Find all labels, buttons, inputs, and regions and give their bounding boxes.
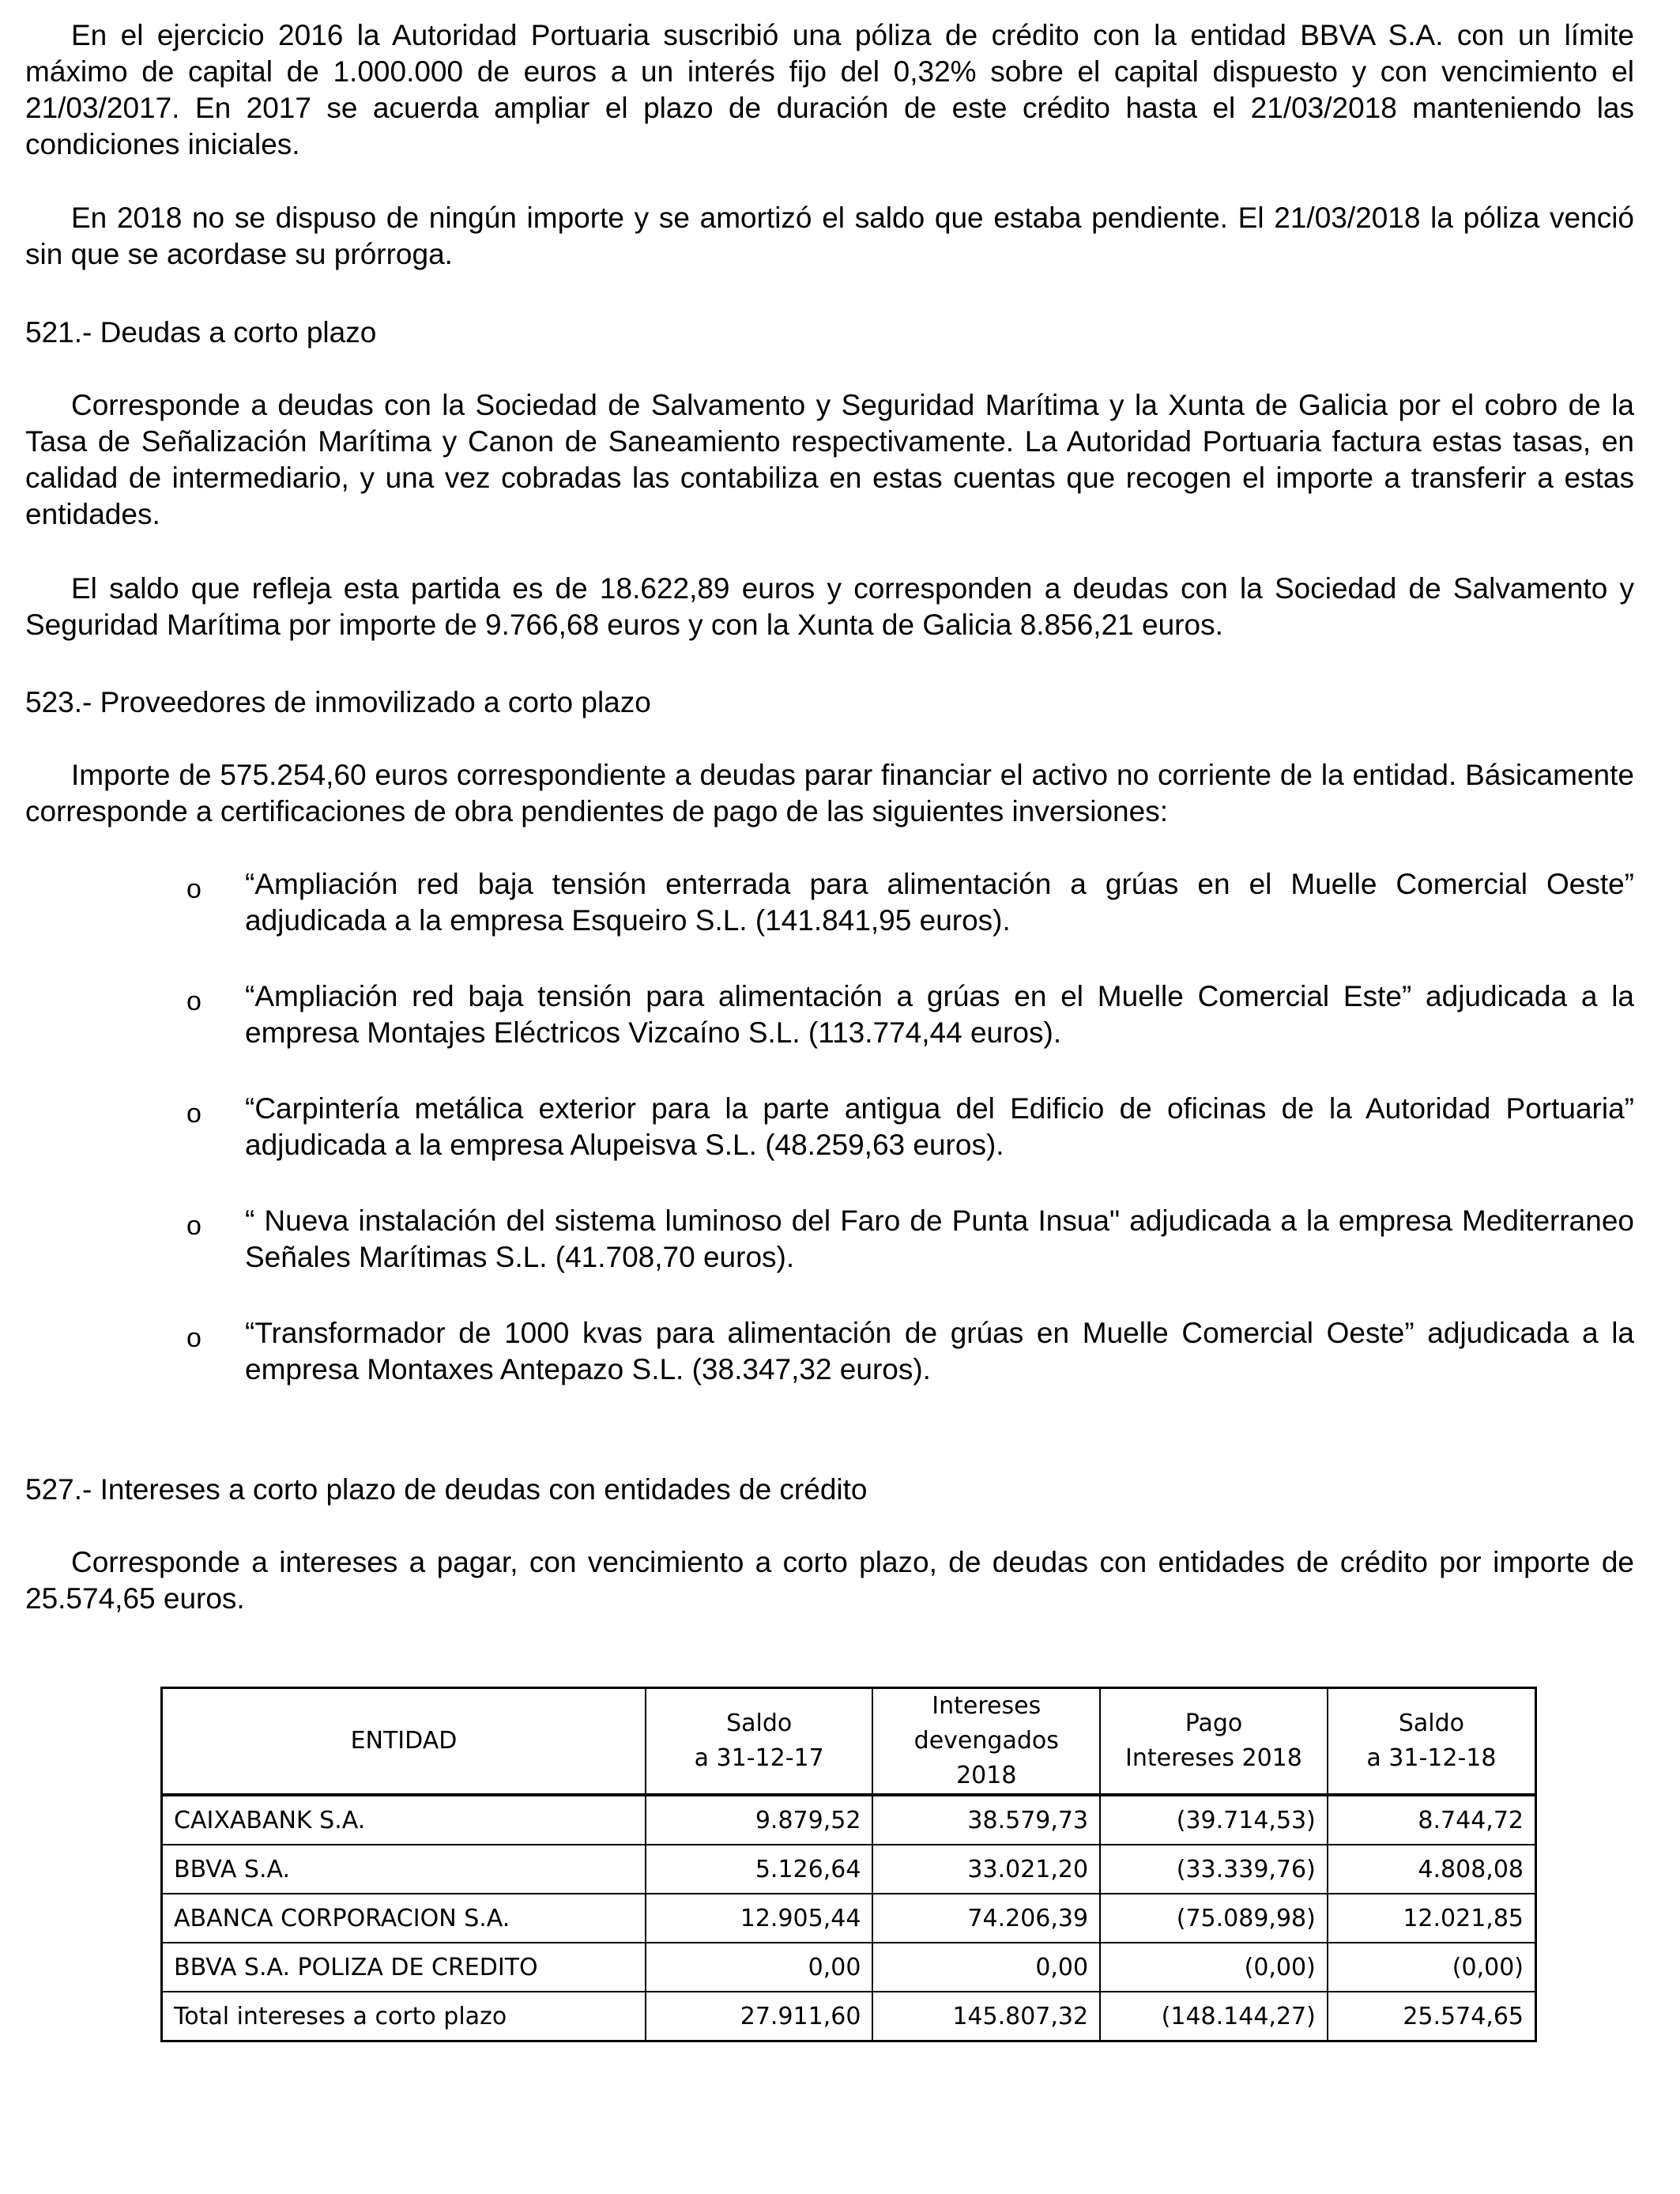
table-cell: BBVA S.A. [162, 1845, 646, 1894]
table-cell: (148.144,27) [1100, 1992, 1328, 2041]
interest-table-container [160, 1687, 1537, 2042]
table-cell: (0,00) [1328, 1943, 1536, 1992]
table-cell: 74.206,39 [872, 1894, 1100, 1943]
list-item: “ Nueva instalación del sistema luminoso del Faro de Punta Insua" adjudicada a la empresa Mediterraneo Señales Marítimas S.L. (41.708,70 euros). [245, 1204, 1634, 1273]
table-header-row [162, 1688, 1536, 1796]
table-cell: 0,00 [872, 1943, 1100, 1992]
paragraph-proveedores-inmovilizado: Importe de 575.254,60 euros correspondiente a deudas parar financiar el activo no corriente de la entidad. Básicamente corresponde a certificaciones de obra pendientes de pago de las siguientes inversiones: [25, 759, 1634, 827]
list-item: “Ampliación red baja tensión enterrada para alimentación a grúas en el Muelle Comercial Oeste” adjudicada a la empresa Esqueiro S.L. (141.841,95 euros). [245, 868, 1634, 937]
table-cell: (0,00) [1100, 1943, 1328, 1992]
paragraph-deudas-corto-plazo: Corresponde a deudas con la Sociedad de Salvamento y Seguridad Marítima y la Xunta de Galicia por el cobro de la Tasa de Señalización Marítima y Canon de Saneamiento respectivamente. La Autoridad Portuaria factura estas tasas, en calidad de intermediario, y una vez cobradas las contabiliza en estas cuentas que recogen el importe a transferir a estas entidades. [25, 389, 1634, 530]
table-cell: 12.021,85 [1328, 1894, 1536, 1943]
bullet-marker: o [186, 1211, 202, 1241]
table-cell: 27.911,60 [646, 1992, 873, 2041]
list-item: “Transformador de 1000 kvas para alimentación de grúas en Muelle Comercial Oeste” adjudicada a la empresa Montaxes Antepazo S.L. (38.347,32 euros). [245, 1317, 1634, 1385]
table-cell: 12.905,44 [646, 1894, 873, 1943]
column-header-entidad: ENTIDAD [162, 1688, 646, 1796]
table-cell: (39.714,53) [1100, 1795, 1328, 1845]
table-cell: ABANCA CORPORACION S.A. [162, 1894, 646, 1943]
bullet-marker: o [186, 986, 202, 1016]
table-cell: 33.021,20 [872, 1845, 1100, 1894]
table-cell: (33.339,76) [1100, 1845, 1328, 1894]
table-cell: (75.089,98) [1100, 1894, 1328, 1943]
bullet-marker: o [186, 1099, 202, 1129]
list-item: “Carpintería metálica exterior para la parte antigua del Edificio de oficinas de la Autoridad Portuaria” adjudicada a la empresa Alupeisva S.L. (48.259,63 euros). [245, 1092, 1634, 1161]
heading-527: 527.- Intereses a corto plazo de deudas con entidades de crédito [25, 1473, 868, 1506]
column-header-pago-intereses: Pago Intereses 2018 [1100, 1688, 1328, 1796]
table-cell: 5.126,64 [646, 1845, 873, 1894]
paragraph-poliza-credito: En el ejercicio 2016 la Autoridad Portuaria suscribió una póliza de crédito con la entidad BBVA S.A. con un límite máximo de capital de 1.000.000 de euros a un interés fijo del 0,32% sobre el capital dispuesto y con vencimiento el 21/03/2017. En 2017 se acuerda ampliar el plazo de duración de este crédito hasta el 21/03/2018 manteniendo las condiciones iniciales. [25, 19, 1634, 160]
paragraph-intereses-corto-plazo: Corresponde a intereses a pagar, con vencimiento a corto plazo, de deudas con entidades de crédito por importe de 25.574,65 euros. [25, 1546, 1634, 1615]
table-cell: 38.579,73 [872, 1795, 1100, 1845]
bullet-marker: o [186, 874, 202, 904]
heading-523: 523.- Proveedores de inmovilizado a corto plazo [25, 686, 651, 718]
paragraph-amortizacion: En 2018 no se dispuso de ningún importe y se amortizó el saldo que estaba pendiente. El 21/03/2018 la póliza venció sin que se acordase su prórroga. [25, 202, 1634, 270]
table-row [162, 1845, 1536, 1894]
table-row [162, 1894, 1536, 1943]
table-cell: 25.574,65 [1328, 1992, 1536, 2041]
table-cell: 0,00 [646, 1943, 873, 1992]
column-header-saldo-17: Saldo a 31-12-17 [646, 1688, 873, 1796]
table-cell: BBVA S.A. POLIZA DE CREDITO [162, 1943, 646, 1992]
table-cell: 9.879,52 [646, 1795, 873, 1845]
heading-521: 521.- Deudas a corto plazo [25, 316, 377, 349]
table-cell: 145.807,32 [872, 1992, 1100, 2041]
paragraph-saldo-partida: El saldo que refleja esta partida es de 18.622,89 euros y corresponden a deudas con la Sociedad de Salvamento y Seguridad Marítima por importe de 9.766,68 euros y con la Xunta de Galicia 8.856,21 euros. [25, 572, 1634, 641]
table-row [162, 1795, 1536, 1845]
column-header-intereses-devengados: Intereses devengados 2018 [872, 1688, 1100, 1796]
bullet-marker: o [186, 1323, 202, 1353]
table-total-row [162, 1992, 1536, 2041]
list-item: “Ampliación red baja tensión para alimentación a grúas en el Muelle Comercial Este” adjudicada a la empresa Montajes Eléctricos Vizcaíno S.L. (113.774,44 euros). [245, 980, 1634, 1049]
column-header-saldo-18: Saldo a 31-12-18 [1328, 1688, 1536, 1796]
table-row [162, 1943, 1536, 1992]
table-cell: CAIXABANK S.A. [162, 1795, 646, 1845]
interest-table [160, 1687, 1537, 2042]
table-cell: 4.808,08 [1328, 1845, 1536, 1894]
table-cell: Total intereses a corto plazo [162, 1992, 646, 2041]
table-cell: 8.744,72 [1328, 1795, 1536, 1845]
